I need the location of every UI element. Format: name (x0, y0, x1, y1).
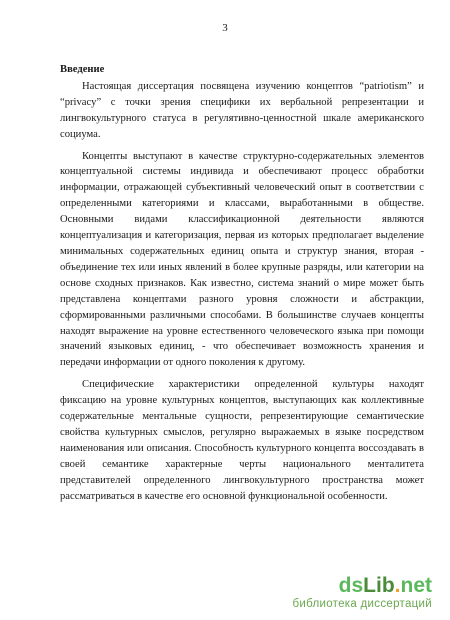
dslib-brand (292, 575, 432, 597)
brand-part-ds: ds (338, 574, 364, 597)
dslib-tagline: библиотека диссертаций (292, 598, 432, 610)
brand-part-net: net (400, 574, 432, 597)
brand-dot: . (394, 574, 401, 597)
paragraph-1: Настоящая диссертация посвящена изучению концептов “patriotism” и “privacy” с точки зрения специфики их вербальной репрезентации и лингвокультурного статуса в регулятивно-ценностной шкале американского социума. (60, 80, 424, 140)
paragraph-2: Концепты выступают в качестве структурно-содержательных элементов концептуальной системы индивида и обеспечивают процесс обработки информации, отражающей субъективный человеческий опыт в соответствии с определенными категориями и классами, выработанными в обществе. Основными видами классификационной деятельности являются концептуализация и категоризация, первая из которых предполагает выделение минимальных содержательных единиц опыта и структур знания, вторая - объединение тех или иных явлений в более крупные разряды, или категории на основе сходных признаков. Как известно, система знаний о мире может быть представлена концептами разного уровня сложности и абстракции, сформированными различными способами. В большинстве случаев концепты находят выражение на уровне естественного человеческого языка при помощи значений языковых единиц, - что обеспечивает возможность хранения и передачи информации от одного поколения к другому. (60, 150, 424, 369)
section-heading: Введение (60, 64, 105, 75)
document-body (60, 62, 424, 510)
brand-part-lib: Lib (363, 574, 395, 597)
dslib-watermark-logo (292, 575, 432, 610)
paragraph-3: Специфические характеристики определенной культуры находят фиксацию на уровне культурных концептов, выступающих как коллективные содержательные ментальные сущности, репрезентирующие семантические свойства культурных смыслов, регулярно выражаемых в языке посредством наименования или описания. Способность культурного концепта воссоздавать в своей семантике характерные черты национального менталитета представителей определенного лингвокультурного пространства может рассматриваться в качестве его основной функциональной особенности. (60, 379, 424, 502)
page-number: 3 (222, 22, 228, 34)
